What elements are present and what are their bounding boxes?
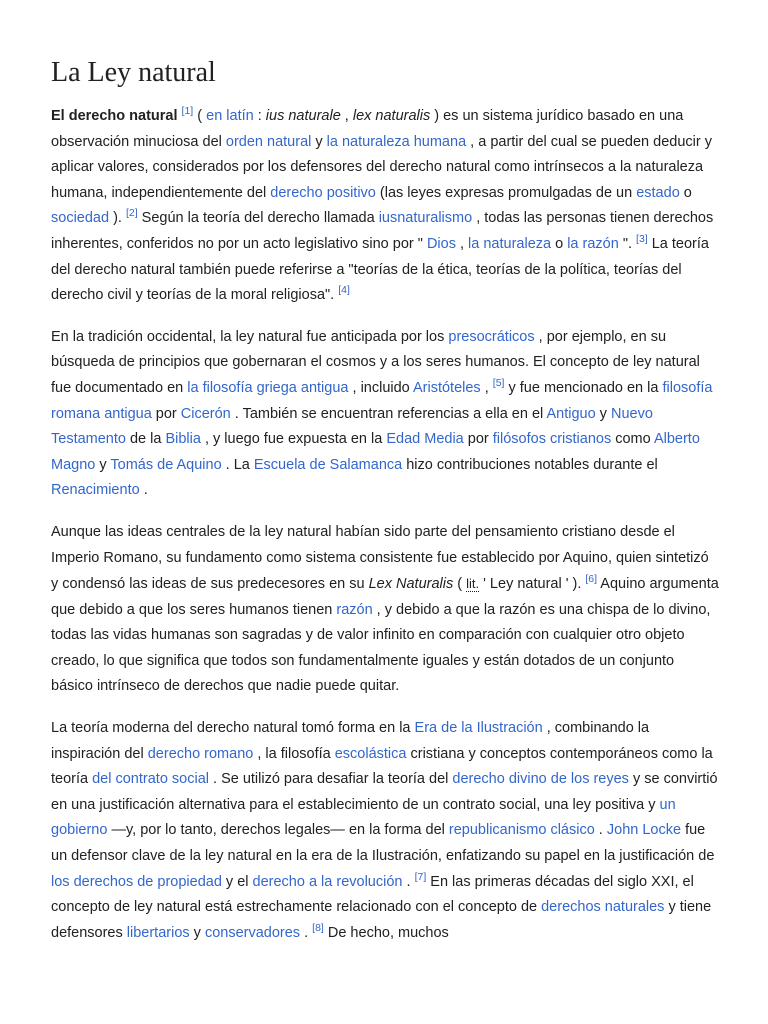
reference-link[interactable]: [6] [585,573,598,586]
article-link[interactable]: en latín [206,108,254,124]
article-link[interactable]: Antiguo [546,405,596,422]
text-run: o [551,235,568,252]
article-link[interactable]: Nuevo Testamento [51,405,653,448]
reference-superscript [585,573,597,585]
text-run: La teoría moderna del derecho natural tomó forma en la [51,720,415,737]
reference-superscript [338,284,350,296]
paragraph-2 [51,325,719,504]
article-link[interactable]: Era de la Ilustración [414,720,543,737]
reference-superscript [312,922,324,934]
text-run: y se convirtió en una justificación alternativa para el establecimiento de un contrato social, una ley positiva y [51,771,718,813]
text-run: , a partir del cual se pueden deducir y aplicar valores, considerados por los defensores del derecho natural como intrínsecos a la naturaleza humana, independientemente del [51,133,712,201]
text-run: , combinando la inspiración del [51,720,650,762]
text-run: La teoría del derecho natural también puede referirse a "teorías de la ética, teorías de la política, teorías del derecho civil y teorías de la moral religiosa". [51,235,709,304]
text-run: , incluido [348,379,413,396]
text-run: por [463,431,493,448]
reference-superscript [415,871,427,883]
article-link[interactable]: libertarios [126,924,190,941]
text-run: fue un defensor clave de la ley natural en la era de la Ilustración, enfatizando su papel en la justificación de [51,822,715,865]
text-run: , y luego fue expuesta en la [200,431,387,448]
article-link[interactable]: la razón [567,235,619,252]
reference-link[interactable]: [7] [414,870,427,883]
article-link[interactable]: conservadores [204,924,301,941]
text-run: como [611,431,654,448]
article-link[interactable]: Tomás de Aquino [110,456,222,473]
text-run: . [300,924,313,941]
text-run: ). [109,210,126,227]
text-run: , y debido a que la razón es una chispa de lo divino, todas las vidas humanas son sagradas y de valor infinito en comparación con cualquier otro objeto creado, lo que significa que todos son fundamentalmente iguales y están dotados de un conjunto básico intrínseco de derechos que nadie puede quitar. [51,601,711,695]
article-link[interactable]: derecho divino de los reyes [452,771,629,788]
text-run: : [253,108,266,124]
article-link[interactable]: derecho positivo [270,184,376,201]
text-run: ' Ley natural ' ). [479,576,586,593]
text-run: y [189,924,205,941]
text-run: . [594,822,607,839]
text-run: Según la teoría del derecho llamada [137,210,379,227]
article-link[interactable]: sociedad [51,210,110,227]
text-run: , por ejemplo, en su búsqueda de principios que gobernaran el cosmos y a los seres humanos. El concepto de ley natural fue documentado en [51,328,700,396]
article-link[interactable]: filósofos cristianos [492,431,612,448]
article-link[interactable]: republicanismo clásico [448,822,595,839]
article-link[interactable]: John Locke [606,822,682,839]
italic-term: lex naturalis [352,108,431,124]
text-run: De hecho, muchos [323,924,449,941]
reference-link[interactable]: [2] [125,207,138,220]
article-link[interactable]: los derechos de propiedad [51,873,222,890]
article-link[interactable]: razón [336,601,373,618]
text-run: ". [618,235,637,252]
article-link[interactable]: un gobierno [51,796,676,839]
article-link[interactable]: orden natural [225,133,312,150]
article-link[interactable]: filosofía romana antigua [51,379,713,422]
reference-superscript [126,208,138,220]
text-run: ( [453,576,467,593]
text-run: , [455,235,469,252]
article-link[interactable]: Alberto Magno [51,431,700,473]
article-link[interactable]: Dios [426,235,456,252]
text-run: . [402,873,415,890]
paragraph-4 [51,716,719,946]
text-run: de la [125,431,166,448]
article-link[interactable]: Biblia [165,431,201,448]
text-run: cristiana y conceptos contemporáneos como la teoría [51,745,713,788]
article-link[interactable]: escolástica [334,745,407,762]
text-run: . También se encuentran referencias a ella en el [230,405,547,422]
text-run: , [340,108,353,124]
article-link[interactable]: presocráticos [448,328,535,345]
text-run: ) es un sistema jurídico basado en una observación minuciosa del [51,108,684,150]
reference-superscript [493,377,505,389]
text-run: En las primeras décadas del siglo XXI, el concepto de ley natural está estrechamente relacionado con el concepto de [51,873,694,916]
text-run: Aquino argumenta que debido a que los seres humanos tienen [51,576,719,618]
italic-term: Lex Naturalis [368,576,454,593]
article-link[interactable]: del contrato social [92,771,209,788]
page-title: La Ley natural [51,57,216,88]
article-link[interactable]: Escuela de Salamanca [253,456,403,473]
text-run: Aunque las ideas centrales de la ley natural habían sido parte del pensamiento cristiano desde el Imperio Romano, su fundamento como sistema consistente fue establecido por Aquino, quien sintetizó y condensó las ideas de sus predecesores en su [51,523,709,593]
bold-term: El derecho natural [51,108,178,124]
text-run: y [95,456,111,473]
text-run: hizo contribuciones notables durante el [402,456,658,473]
article-link[interactable]: estado [636,184,680,201]
text-run: , la filosofía [253,745,335,762]
article-link[interactable]: derecho a la revolución [252,873,403,890]
text-run: (las leyes expresas promulgadas de un [375,184,637,201]
article-link[interactable]: derechos naturales [541,899,665,916]
article-body [51,104,719,962]
paragraph-1 [51,104,719,309]
text-run: o [679,184,692,201]
reference-link[interactable]: [8] [312,921,324,934]
text-run: . Se utilizó para desafiar la teoría del [208,771,453,788]
article-link[interactable]: Edad Media [386,431,464,448]
text-run: y fue mencionado en la [504,379,663,396]
text-run: y el [221,873,253,890]
text-run: —y, por lo tanto, derechos legales— en la forma del [107,822,449,839]
article-link[interactable]: Renacimiento [51,482,140,499]
article-link[interactable]: Aristóteles [412,379,481,396]
reference-link[interactable]: [3] [636,233,648,246]
reference-link[interactable]: [5] [492,377,505,390]
reference-superscript [182,105,194,117]
text-run: . [139,482,148,499]
reference-superscript [636,233,648,245]
text-run: , [480,379,493,396]
text-run: y [595,405,611,422]
article-link[interactable]: la filosofía griega antigua [187,379,349,396]
abbreviation: lit. [466,576,480,592]
text-run: , todas las personas tienen derechos inherentes, conferidos no por un acto legislativo sino por " [51,210,714,252]
article-link[interactable]: la naturaleza [468,235,552,252]
article-link[interactable]: iusnaturalismo [378,210,473,227]
text-run: y tiene defensores [51,899,712,941]
text-run: . La [221,456,254,473]
reference-link[interactable]: [4] [338,284,350,297]
article-link[interactable]: la naturaleza humana [326,133,467,150]
text-run: En la tradición occidental, la ley natural fue anticipada por los [51,328,449,345]
article-link[interactable]: Cicerón [180,405,231,422]
italic-term: ius naturale [265,108,341,124]
reference-link[interactable]: [1] [181,105,194,118]
text-run: por [151,405,181,422]
paragraph-3 [51,520,719,700]
article-link[interactable]: derecho romano [147,745,254,762]
text-run: y [311,133,327,150]
text-run: ( [193,108,207,124]
